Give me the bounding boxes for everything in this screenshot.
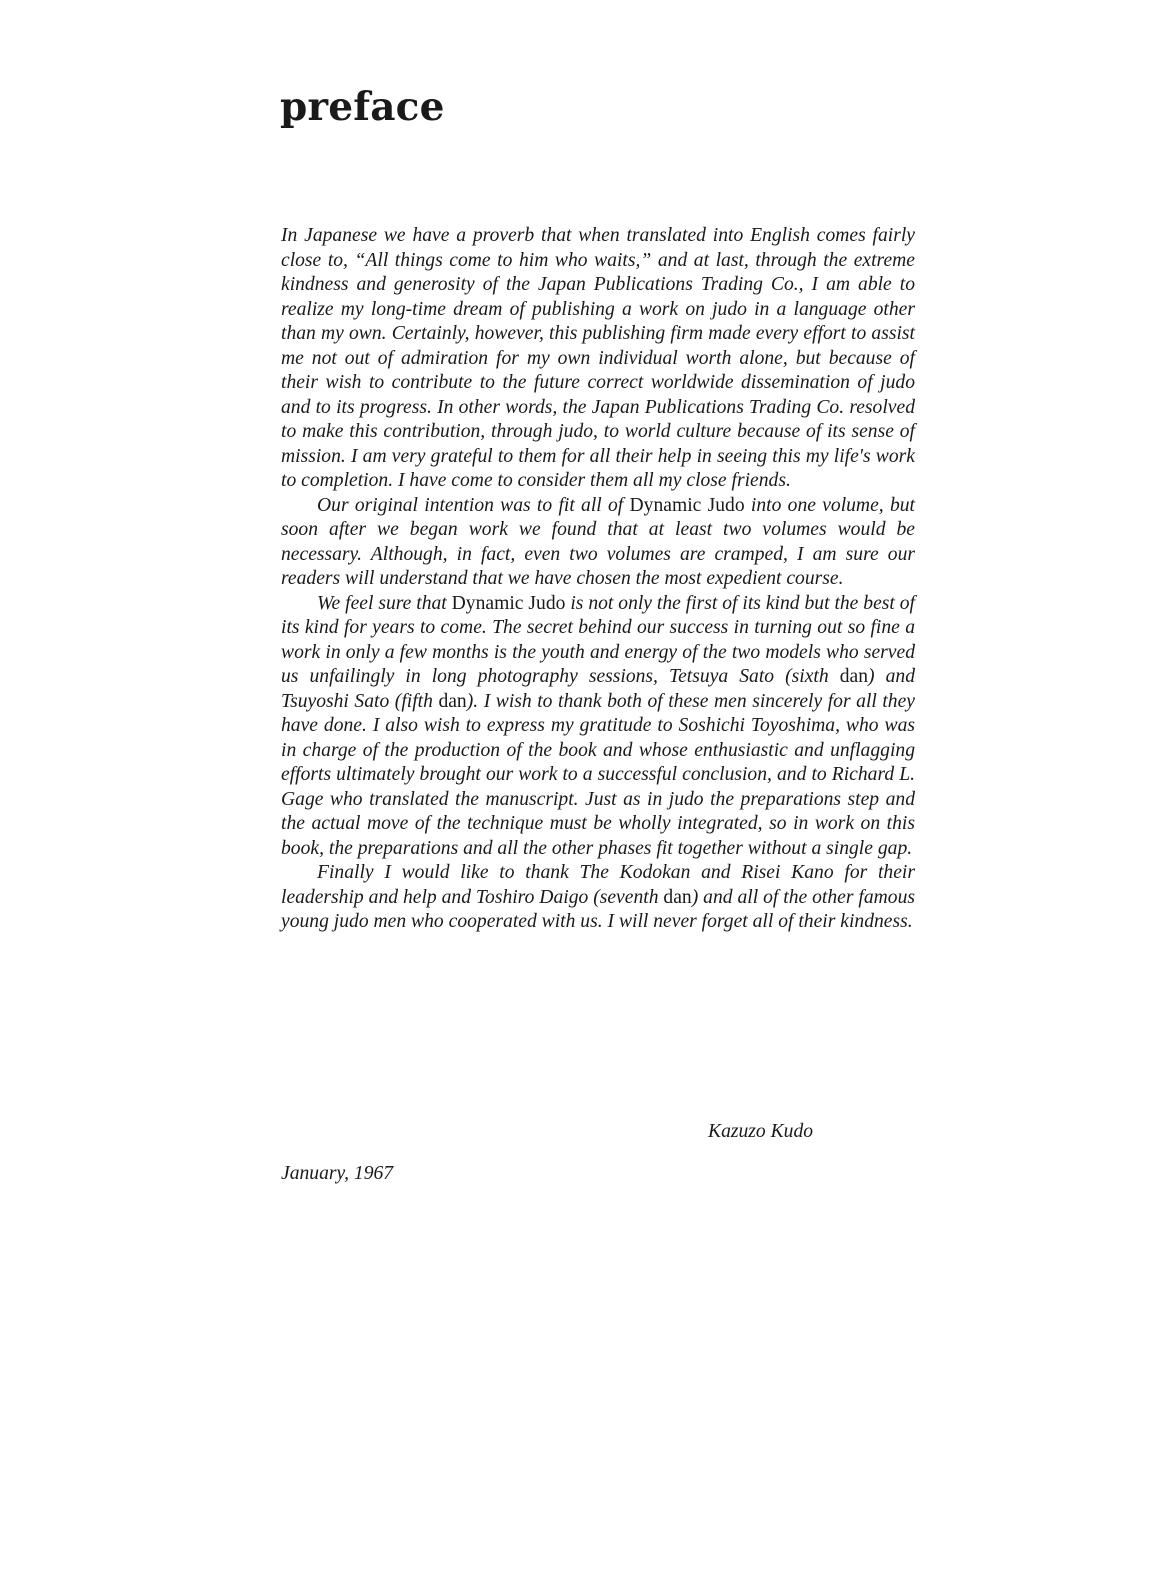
preface-body — [281, 224, 915, 935]
paragraph-4-text-a: Finally I would like to thank The Kodokan and Risei Kano for their leadership and help and Toshiro Daigo (seventh — [281, 862, 915, 908]
dan-term: dan — [663, 886, 692, 908]
paragraph-3-text-a: We feel sure that — [317, 592, 452, 614]
paragraph-2-text-b: into one volume, but soon after we began work we found that at least two volumes would be necessary. Although, in fact, even two volumes are cramped, I am sure our readers will understand that we have chosen the most expedient course. — [281, 494, 915, 589]
paragraph-3-text-c: ) and Tsuyoshi Sato (fifth — [281, 666, 915, 712]
book-title: Dynamic Judo — [451, 592, 566, 614]
paragraph-3 — [281, 592, 915, 862]
dan-term: dan — [839, 666, 869, 687]
author-signature: Kazuzo Kudo — [708, 1121, 814, 1142]
paragraph-3-text-b: is not only the first of its kind but the best of its kind for years to come. The secret behind our success in turning out so fine a work in only a few months is the youth and energy of the two models who served us unfailingly in long photography sessions, Tetsuya Sato (sixth — [281, 592, 916, 687]
paragraph-4 — [281, 861, 915, 935]
preface-date: January, 1967 — [281, 1163, 394, 1184]
paragraph-2 — [281, 494, 915, 592]
page-title: preface — [280, 84, 445, 130]
paragraph-2-text-a: Our original intention was to fit all of — [317, 494, 630, 516]
dan-term: dan — [438, 690, 467, 712]
paragraph-1: In Japanese we have a proverb that when translated into English comes fairly close to, “All things come to him who waits,” and at last, through the extreme kindness and generosity of the Japan Publications Trading Co., I am able to realize my long-time dream of publishing a work on judo in a language other than my own. Certainly, however, this publishing firm made every effort to assist me not out of admiration for my own individual worth alone, but because of their wish to contribute to the future correct worldwide dissemination of judo and to its progress. In other words, the Japan Publications Trading Co. resolved to make this contribution, through judo, to world culture because of its sense of mission. I am very grateful to them for all their help in seeing this my life's work to completion. I have come to consider them all my close friends. — [281, 225, 915, 491]
paragraph-4-text-b: ) and all of the other famous young judo men who cooperated with us. I will never forget all of their kindness. — [281, 886, 916, 932]
book-title: Dynamic Judo — [629, 494, 745, 516]
paragraph-3-text-d: ). I wish to thank both of these men sincerely for all they have done. I also wish to express my gratitude to Soshichi Toyoshima, who was in charge of the production of the book and whose enthusiastic and unflagging efforts ultimately brought our work to a successful conclusion, and to Richard L. Gage who translated the manuscript. Just as in judo the preparations step and the actual move of the technique must be wholly integrated, so in work on this book, the preparations and all the other phases fit together without a single gap. — [281, 690, 916, 859]
